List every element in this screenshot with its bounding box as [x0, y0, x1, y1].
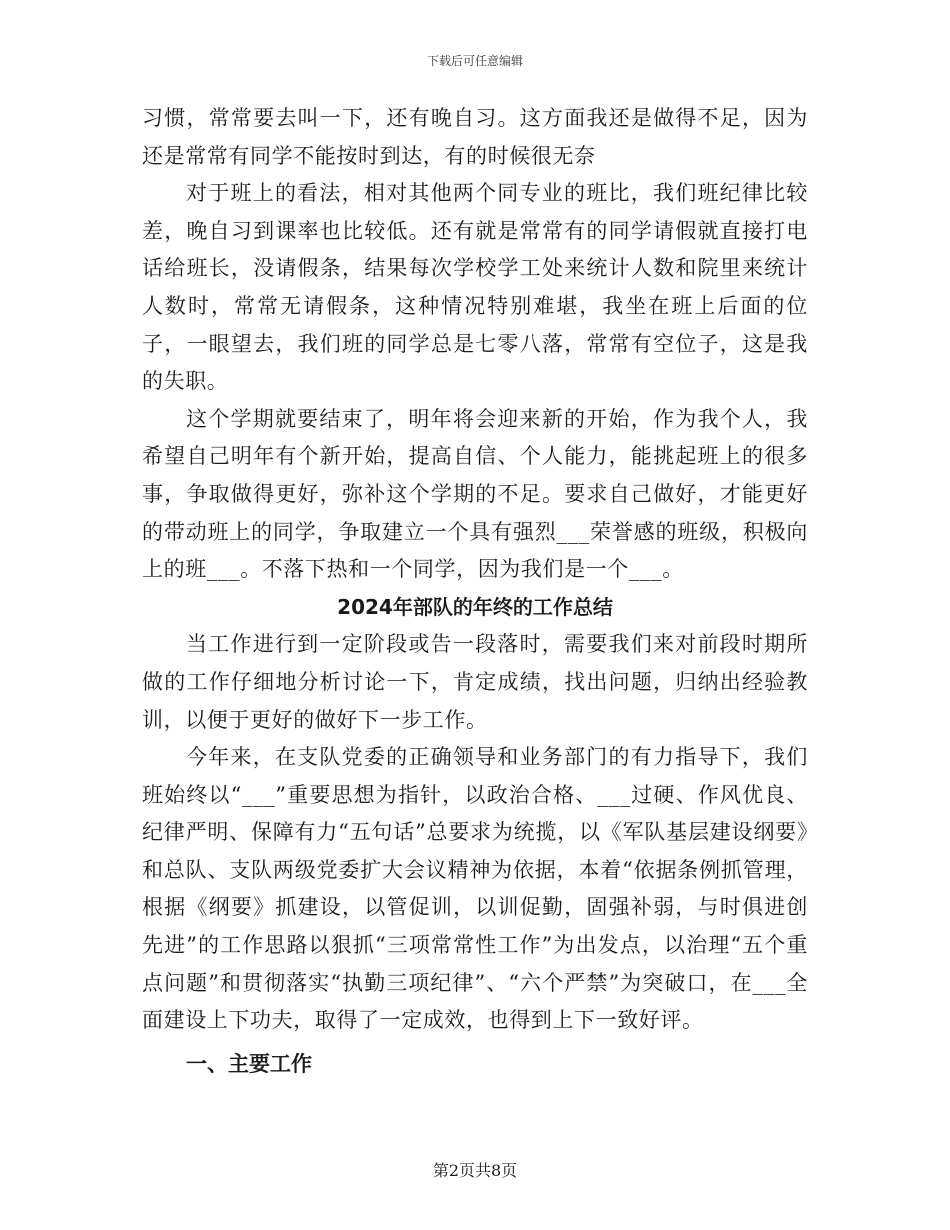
section-heading-main-work: 一、主要工作 [186, 1051, 312, 1076]
document-title: 2024年部队的年终的工作总结 [337, 594, 613, 619]
paragraph-class-view: 对于班上的看法，相对其他两个同专业的班比，我们班纪律比较差，晚自习到课率也比较低。还有就是常常有的同学请假就直接打电话给班长，没请假条，结果每次学校学工处来统计人数和院里来统计人数时，常常无请假条，这种情况特别难堪，我坐在班上后面的位子，一眼望去，我们班的同学总是七零八落，常常有空位子，这是我的失职。 [142, 181, 808, 394]
paragraph-semester-goals: 这个学期就要结束了，明年将会迎来新的开始，作为我个人，我希望自己明年有个新开始，提高自信、个人能力，能挑起班上的很多事，争取做得更好，弥补这个学期的不足。要求自己做好，才能更好的带动班上的同学，争取建立一个具有强烈___荣誉感的班级，积极向上的班___。不落下热和一个同学，因为我们是一个___。 [142, 406, 808, 582]
paragraph-this-year: 今年来，在支队党委的正确领导和业务部门的有力指导下，我们班始终以“___”重要思想为指针，以政治合格、___过硬、作风优良、纪律严明、保障有力“五句话”总要求为统揽，以《军队基层建设纲要》和总队、支队两级党委扩大会议精神为依据，本着“依据条例抓管理，根据《纲要》抓建设，以管促训，以训促勤，固强补弱，与时俱进创先进”的工作思路以狠抓“三项常常性工作”为出发点，以治理“五个重点问题”和贯彻落实“执勤三项纪律”、“六个严禁”为突破口，在___全面建设上下功夫，取得了一定成效，也得到上下一致好评。 [142, 745, 808, 1033]
paragraph-intro: 当工作进行到一定阶段或告一段落时，需要我们来对前段时期所做的工作仔细地分析讨论一下，肯定成绩，找出问题，归纳出经验教训，以便于更好的做好下一步工作。 [142, 632, 808, 732]
page-header: 下载后可任意编辑 [426, 54, 523, 68]
page-number-footer: 第2页共8页 [432, 1161, 518, 1180]
paragraph-continuation: 习惯，常常要去叫一下，还有晚自习。这方面我还是做得不足，因为还是常常有同学不能按时到达，有的时候很无奈 [142, 106, 808, 168]
document-body [142, 100, 808, 1083]
